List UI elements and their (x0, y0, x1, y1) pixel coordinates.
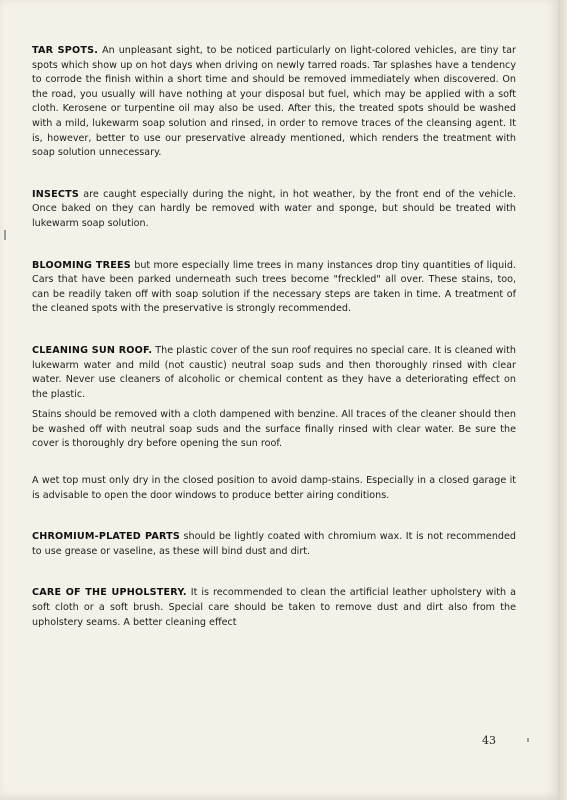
chromium-heading: CHROMIUM-PLATED PARTS (32, 531, 180, 543)
blooming-trees-text: but more especially lime trees in many instances drop tiny quantities of liquid. Cars that have been parked underneath such trees become "freckled" all over. These stains, too, can be readily taken off with soap solution if the necessary steps are taken in time. A treatment of the cleaned spots with the preservative is strongly recommended. (32, 259, 516, 315)
chromium-text: should be lightly coated with chromium wax. It is not recommended to use grease or vaseline, as these will bind dust and dirt. (32, 531, 516, 557)
margin-mark (527, 738, 529, 742)
chromium-paragraph (32, 530, 516, 559)
sun-roof-paragraph (32, 344, 516, 402)
tar-spots-text: An unpleasant sight, to be noticed particularly on light-colored vehicles, are tiny tar spots which show up on hot days when driving on newly tarred roads. Tar splashes have a tendency to corrode the finish within a short time and should be removed immediately when discovered. On the road, you usually will have nothing at your disposal but fuel, which may be applied with a soft cloth. Kerosene or turpentine oil may also be used. After this, the treated spots should be washed with a mild, lukewarm soap solution and rinsed, in order to remove traces of the cleansing agent. It is, however, better to use our preservative already mentioned, which renders the treatment with soap solution unnecessary. (32, 45, 516, 159)
upholstery-paragraph (32, 586, 516, 630)
blooming-trees-heading: BLOOMING TREES (32, 259, 131, 271)
tar-spots-paragraph (32, 44, 516, 161)
margin-mark (4, 230, 6, 240)
sun-roof-text: The plastic cover of the sun roof requires no special care. It is cleaned with lukewarm water and mild (not caustic) neutral soap suds and then thoroughly rinsed with clear water. Never use cleaners of alcoholic or chemical content as they have a deteriorating effect on the plastic. (32, 344, 516, 400)
page-edge (558, 0, 567, 800)
upholstery-heading: CARE OF THE UPHOLSTERY. (32, 587, 187, 599)
page-body (32, 44, 516, 630)
upholstery-text: It is recommended to clean the artificial leather upholstery with a soft cloth or a soft brush. Special care should be taken to remove dust and dirt also from the upholstery seams. A better cleaning effect (32, 587, 516, 628)
sun-roof-stains-paragraph: Stains should be removed with a cloth dampened with benzine. All traces of the cleaner should then be washed off with neutral soap suds and the surface finally rinsed with clear water. Be sure the cover is thoroughly dry before opening the sun roof. (32, 409, 516, 450)
insects-paragraph (32, 188, 516, 232)
insects-text: are caught especially during the night, in hot weather, by the front end of the vehicle. Once baked on they can hardly be removed with water and sponge, but should be treated with lukewarm soap solution. (32, 188, 516, 229)
sun-roof-heading: CLEANING SUN ROOF. (32, 344, 153, 356)
blooming-trees-paragraph (32, 259, 516, 317)
page-number: 43 (482, 734, 496, 747)
tar-spots-heading: TAR SPOTS. (32, 45, 99, 56)
insects-heading: INSECTS (32, 188, 79, 200)
sun-roof-wet-top-paragraph: A wet top must only dry in the closed position to avoid damp-stains. Especially in a closed garage it is advisable to open the door windows to produce better airing conditions. (32, 475, 516, 501)
